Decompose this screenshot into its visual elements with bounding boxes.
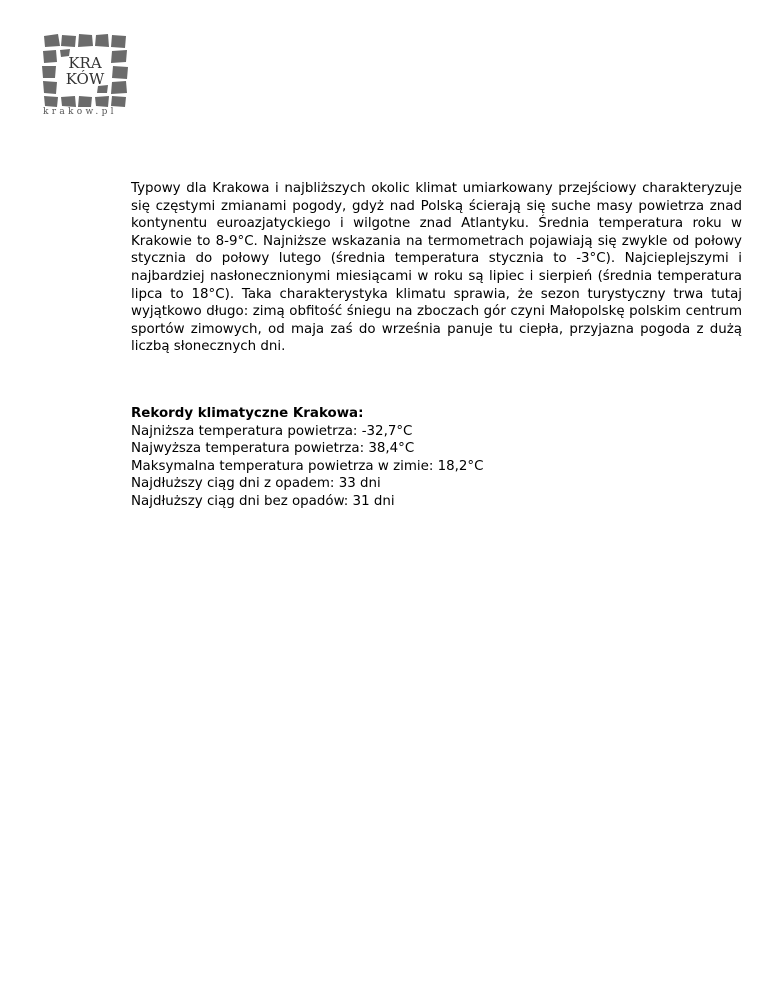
record-item: Maksymalna temperatura powietrza w zimie: 18,2°C <box>131 458 484 474</box>
record-item: Najwyższa temperatura powietrza: 38,4°C <box>131 441 415 457</box>
krakow-logo-mark <box>40 32 130 108</box>
record-item: Najdłuższy ciąg dni bez opadów: 31 dni <box>131 493 395 509</box>
logo-caption: krakow.pl <box>43 107 117 117</box>
logo-text-line2: KÓW <box>65 70 105 88</box>
records-list <box>131 423 742 511</box>
intro-paragraph: Typowy dla Krakowa i najbliższych okolic klimat umiarkowany przejściowy charakteryzuje się częstymi zmianami pogody, gdyż nad Polską ścierają się suche masy powietrza znad kontynentu euroazjatyckiego i wilgotne znad Atlantyku. Średnia temperatura roku w Krakowie to 8-9°C. Najniższe wskazania na termometrach pojawiają się zwykle od połowy stycznia do połowy lutego (średnia temperatura stycznia to -3°C). Najcieplejszymi i najbardziej nasłonecznionymi miesiącami w roku są lipiec i sierpień (średnia temperatura lipca to 18°C). Taka charakterystyka klimatu sprawia, że sezon turystyczny trwa tutaj wyjątkowo długo: zimą obfitość śniegu na zboczach gór czyni Małopolskę polskim centrum sportów zimowych, od maja zaś do września panuje tu ciepła, przyjazna pogoda z dużą liczbą słonecznych dni. <box>131 181 742 355</box>
climate-records-section <box>131 405 742 511</box>
records-heading: Rekordy klimatyczne Krakowa: <box>131 405 364 421</box>
logo-text-line1: KRA <box>68 54 102 72</box>
article-body <box>131 180 742 511</box>
record-item: Najniższa temperatura powietrza: -32,7°C <box>131 423 413 439</box>
record-item: Najdłuższy ciąg dni z opadem: 33 dni <box>131 476 381 492</box>
